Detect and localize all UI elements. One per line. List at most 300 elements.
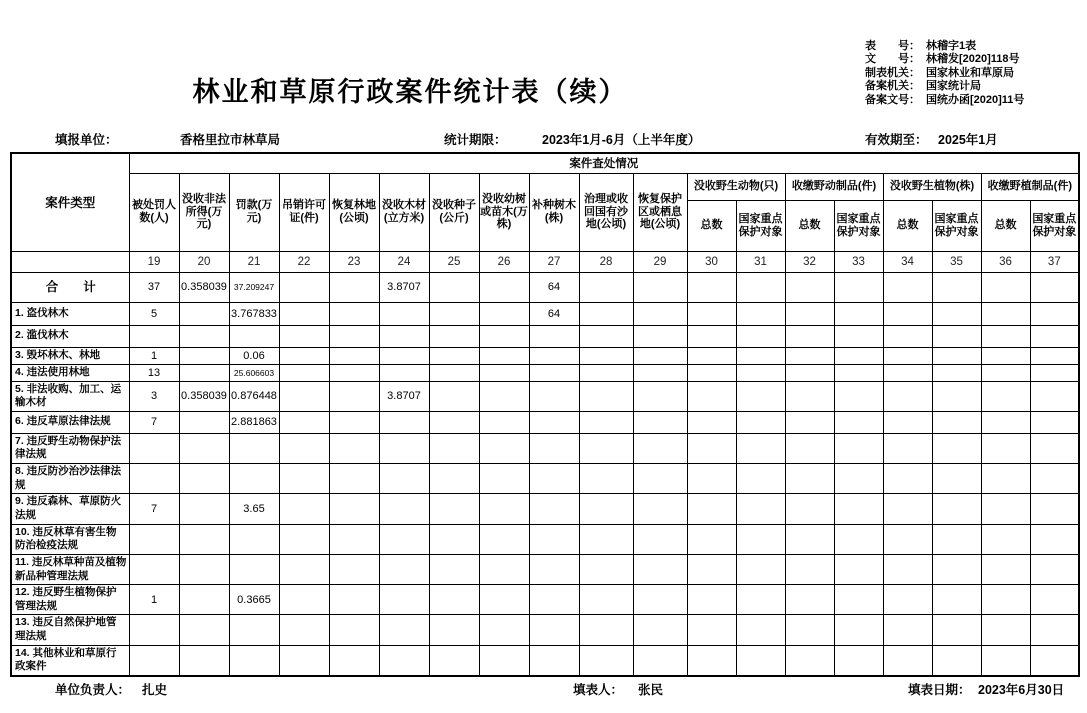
col-number-35: 35 [932,251,981,272]
value-cell-col-30 [687,302,736,325]
value-cell-col-33 [834,302,883,325]
meta-label: 备案机关： [865,80,920,93]
validity-value: 2025年1月 [938,133,998,147]
row-label: 8. 违反防沙治沙法律法规 [11,464,129,494]
row-label: 12. 违反野生植物保护管理法规 [11,585,129,615]
value-cell-col-24 [379,464,429,494]
value-cell-col-29 [633,364,687,381]
value-cell-col-29 [633,464,687,494]
value-cell-col-28 [579,272,633,302]
value-cell-col-31 [736,272,785,302]
value-cell-col-37 [1030,325,1079,347]
value-cell-col-27 [529,381,579,411]
value-cell-col-20 [179,411,229,433]
value-cell-col-30 [687,364,736,381]
value-cell-col-35 [932,524,981,554]
value-cell-col-37 [1030,524,1079,554]
value-cell-col-27 [529,645,579,676]
value-cell-col-29 [633,645,687,676]
value-cell-col-31 [736,585,785,615]
value-cell-col-31 [736,554,785,584]
value-cell-col-25 [429,302,479,325]
value-cell-col-20 [179,494,229,524]
value-cell-col-35 [932,364,981,381]
value-cell-col-22 [279,433,329,463]
value-cell-col-36 [981,347,1030,364]
value-cell-col-25 [429,272,479,302]
value-cell-col-29 [633,381,687,411]
value-cell-col-21: 0.06 [229,347,279,364]
value-cell-col-36 [981,645,1030,676]
corner-number-cell [11,251,129,272]
header-col-29: 恢复保护区或栖息地(公顷) [633,173,687,251]
value-cell-col-35 [932,494,981,524]
value-cell-col-27 [529,433,579,463]
value-cell-col-37 [1030,615,1079,645]
row-label: 7. 违反野生动物保护法律法规 [11,433,129,463]
value-cell-col-20: 0.358039 [179,381,229,411]
value-cell-col-25 [429,381,479,411]
value-cell-col-31 [736,302,785,325]
value-cell-col-28 [579,411,633,433]
value-cell-col-29 [633,347,687,364]
value-cell-col-20 [179,464,229,494]
value-cell-col-26 [479,585,529,615]
value-cell-col-33 [834,524,883,554]
value-cell-col-34 [883,494,932,524]
header-col-25: 没收种子(公斤) [429,173,479,251]
value-cell-col-36 [981,381,1030,411]
row-label: 6. 违反草原法律法规 [11,411,129,433]
value-cell-col-25 [429,347,479,364]
value-cell-col-20 [179,524,229,554]
value-cell-col-31 [736,347,785,364]
value-cell-col-33 [834,615,883,645]
value-cell-col-30 [687,411,736,433]
value-cell-col-27 [529,364,579,381]
value-cell-col-19: 37 [129,272,179,302]
value-cell-col-22 [279,494,329,524]
value-cell-col-20 [179,325,229,347]
value-cell-col-27 [529,524,579,554]
value-cell-col-25 [429,645,479,676]
reporting-unit-label: 填报单位： [55,133,118,147]
value-cell-col-34 [883,272,932,302]
value-cell-col-25 [429,524,479,554]
value-cell-col-27 [529,554,579,584]
value-cell-col-30 [687,494,736,524]
value-cell-col-23 [329,364,379,381]
value-cell-col-33 [834,325,883,347]
meta-label: 文 号： [865,53,920,66]
value-cell-col-24 [379,433,429,463]
value-cell-col-23 [329,411,379,433]
meta-line-issuer [865,67,1024,80]
value-cell-col-19 [129,433,179,463]
statistics-period-label: 统计期限： [444,133,507,147]
value-cell-col-19: 5 [129,302,179,325]
value-cell-col-31 [736,433,785,463]
value-cell-col-28 [579,494,633,524]
value-cell-col-22 [279,554,329,584]
header-col-24: 没收木材(立方米) [379,173,429,251]
value-cell-col-27 [529,585,579,615]
value-cell-col-33 [834,585,883,615]
header-col-21: 罚款(万元) [229,173,279,251]
col-number-26: 26 [479,251,529,272]
col-number-36: 36 [981,251,1030,272]
value-cell-col-31 [736,381,785,411]
value-cell-col-20 [179,554,229,584]
value-cell-col-29 [633,615,687,645]
fill-date-value: 2023年6月30日 [978,683,1065,697]
value-cell-col-27: 64 [529,272,579,302]
value-cell-col-24 [379,554,429,584]
value-cell-col-20 [179,433,229,463]
value-cell-col-30 [687,524,736,554]
row-label: 4. 违法使用林地 [11,364,129,381]
value-cell-col-19 [129,464,179,494]
value-cell-col-37 [1030,433,1079,463]
meta-line-record-org [865,80,1024,93]
value-cell-col-34 [883,364,932,381]
value-cell-col-26 [479,302,529,325]
table-row [11,494,1079,524]
value-cell-col-22 [279,325,329,347]
header-col-31: 国家重点保护对象 [736,200,785,251]
value-cell-col-32 [785,302,834,325]
value-cell-col-31 [736,645,785,676]
value-cell-col-37 [1030,464,1079,494]
value-cell-col-32 [785,325,834,347]
form-filler-value: 张民 [638,683,664,697]
value-cell-col-37 [1030,411,1079,433]
value-cell-col-35 [932,272,981,302]
header-group-2: 收缴野动制品(件) [785,173,883,200]
value-cell-col-24 [379,411,429,433]
value-cell-col-33 [834,381,883,411]
value-cell-col-35 [932,302,981,325]
value-cell-col-36 [981,302,1030,325]
value-cell-col-22 [279,464,329,494]
value-cell-col-30 [687,433,736,463]
value-cell-col-28 [579,464,633,494]
value-cell-col-19 [129,554,179,584]
statistics-table [10,152,1080,677]
value-cell-col-33 [834,464,883,494]
value-cell-col-21: 2.881863 [229,411,279,433]
value-cell-col-33 [834,494,883,524]
value-cell-col-28 [579,554,633,584]
value-cell-col-34 [883,347,932,364]
value-cell-col-30 [687,325,736,347]
value-cell-col-23 [329,524,379,554]
col-number-29: 29 [633,251,687,272]
value-cell-col-34 [883,585,932,615]
value-cell-col-34 [883,524,932,554]
value-cell-col-32 [785,494,834,524]
row-label: 1. 盗伐林木 [11,302,129,325]
value-cell-col-26 [479,325,529,347]
value-cell-col-22 [279,302,329,325]
value-cell-col-25 [429,464,479,494]
header-col-34: 总数 [883,200,932,251]
value-cell-col-19: 7 [129,494,179,524]
value-cell-col-35 [932,554,981,584]
value-cell-col-30 [687,645,736,676]
header-col-36: 总数 [981,200,1030,251]
value-cell-col-32 [785,464,834,494]
value-cell-col-19: 13 [129,364,179,381]
value-cell-col-31 [736,411,785,433]
value-cell-col-24 [379,325,429,347]
value-cell-col-36 [981,433,1030,463]
value-cell-col-32 [785,347,834,364]
table-header [11,153,1079,272]
page-title: 林业和草原行政案件统计表（续） [192,77,628,107]
value-cell-col-35 [932,615,981,645]
meta-line-doc-no [865,53,1024,66]
value-cell-col-28 [579,364,633,381]
header-col-30: 总数 [687,200,736,251]
col-number-32: 32 [785,251,834,272]
value-cell-col-37 [1030,302,1079,325]
table-row [11,381,1079,411]
value-cell-col-28 [579,645,633,676]
value-cell-col-29 [633,554,687,584]
value-cell-col-32 [785,381,834,411]
col-number-20: 20 [179,251,229,272]
value-cell-col-23 [329,302,379,325]
value-cell-col-26 [479,494,529,524]
header-group-4: 收缴野植制品(件) [981,173,1079,200]
value-cell-col-24: 3.8707 [379,272,429,302]
row-label: 2. 滥伐林木 [11,325,129,347]
value-cell-col-31 [736,615,785,645]
col-number-27: 27 [529,251,579,272]
col-number-22: 22 [279,251,329,272]
value-cell-col-19 [129,524,179,554]
value-cell-col-37 [1030,381,1079,411]
col-number-33: 33 [834,251,883,272]
value-cell-col-28 [579,347,633,364]
value-cell-col-24 [379,615,429,645]
value-cell-col-36 [981,464,1030,494]
value-cell-col-22 [279,381,329,411]
value-cell-col-36 [981,554,1030,584]
value-cell-col-24 [379,585,429,615]
value-cell-col-25 [429,615,479,645]
value-cell-col-20 [179,302,229,325]
col-number-37: 37 [1030,251,1079,272]
header-col-28: 治理或收回国有沙地(公顷) [579,173,633,251]
fill-date-label: 填表日期： [908,683,971,697]
value-cell-col-30 [687,381,736,411]
value-cell-col-33 [834,433,883,463]
meta-value: 林稽字1表 [926,40,977,52]
meta-value: 国家统计局 [926,80,981,93]
value-cell-col-31 [736,464,785,494]
value-cell-col-29 [633,494,687,524]
value-cell-col-22 [279,347,329,364]
value-cell-col-36 [981,411,1030,433]
value-cell-col-19: 1 [129,585,179,615]
value-cell-col-33 [834,554,883,584]
value-cell-col-37 [1030,272,1079,302]
value-cell-col-34 [883,554,932,584]
table-row [11,411,1079,433]
value-cell-col-19: 3 [129,381,179,411]
value-cell-col-25 [429,433,479,463]
value-cell-col-21 [229,615,279,645]
value-cell-col-32 [785,272,834,302]
value-cell-col-21: 37.209247 [229,272,279,302]
value-cell-col-22 [279,411,329,433]
table-body [11,272,1079,676]
meta-value: 林稽发[2020]118号 [926,53,1020,66]
value-cell-col-30 [687,554,736,584]
value-cell-col-22 [279,364,329,381]
statistics-period-value: 2023年1月-6月（上半年度） [542,133,701,147]
value-cell-col-33 [834,645,883,676]
value-cell-col-26 [479,433,529,463]
value-cell-col-26 [479,347,529,364]
value-cell-col-21 [229,554,279,584]
value-cell-col-23 [329,272,379,302]
value-cell-col-25 [429,325,479,347]
value-cell-col-23 [329,464,379,494]
value-cell-col-27 [529,411,579,433]
col-number-23: 23 [329,251,379,272]
value-cell-col-29 [633,524,687,554]
value-cell-col-34 [883,381,932,411]
value-cell-col-28 [579,302,633,325]
value-cell-col-24 [379,494,429,524]
row-label-total: 合 计 [11,272,129,302]
value-cell-col-21 [229,325,279,347]
value-cell-col-25 [429,554,479,584]
value-cell-col-23 [329,585,379,615]
value-cell-col-37 [1030,554,1079,584]
value-cell-col-37 [1030,585,1079,615]
row-label: 9. 违反森林、草原防火法规 [11,494,129,524]
value-cell-col-32 [785,411,834,433]
value-cell-col-36 [981,524,1030,554]
value-cell-col-22 [279,272,329,302]
form-filler-label: 填表人： [573,683,624,697]
value-cell-col-24 [379,364,429,381]
table-row [11,615,1079,645]
value-cell-col-25 [429,411,479,433]
value-cell-col-28 [579,585,633,615]
value-cell-col-19 [129,615,179,645]
value-cell-col-25 [429,364,479,381]
value-cell-col-34 [883,302,932,325]
unit-head-value: 扎史 [142,683,168,697]
row-label: 11. 违反林草种苗及植物新品种管理法规 [11,554,129,584]
value-cell-col-35 [932,381,981,411]
value-cell-col-20 [179,585,229,615]
value-cell-col-31 [736,494,785,524]
col-number-21: 21 [229,251,279,272]
value-cell-col-35 [932,411,981,433]
value-cell-col-33 [834,347,883,364]
value-cell-col-19 [129,325,179,347]
col-number-25: 25 [429,251,479,272]
value-cell-col-19 [129,645,179,676]
value-cell-col-27 [529,347,579,364]
value-cell-col-23 [329,494,379,524]
header-col-37: 国家重点保护对象 [1030,200,1079,251]
value-cell-col-31 [736,325,785,347]
value-cell-col-21: 25.606603 [229,364,279,381]
value-cell-col-34 [883,464,932,494]
value-cell-col-23 [329,645,379,676]
value-cell-col-32 [785,615,834,645]
row-label: 10. 违反林草有害生物防治检疫法规 [11,524,129,554]
value-cell-col-37 [1030,364,1079,381]
meta-label: 制表机关： [865,66,920,79]
value-cell-col-20: 0.358039 [179,272,229,302]
value-cell-col-36 [981,325,1030,347]
value-cell-col-35 [932,433,981,463]
value-cell-col-32 [785,524,834,554]
value-cell-col-35 [932,325,981,347]
value-cell-col-36 [981,585,1030,615]
value-cell-col-26 [479,464,529,494]
value-cell-col-19: 7 [129,411,179,433]
value-cell-col-28 [579,615,633,645]
value-cell-col-28 [579,524,633,554]
value-cell-col-25 [429,585,479,615]
value-cell-col-34 [883,325,932,347]
value-cell-col-36 [981,364,1030,381]
value-cell-col-26 [479,645,529,676]
value-cell-col-20 [179,645,229,676]
value-cell-col-27: 64 [529,302,579,325]
value-cell-col-22 [279,615,329,645]
col-number-28: 28 [579,251,633,272]
row-label: 14. 其他林业和草原行政案件 [11,645,129,676]
value-cell-col-27 [529,615,579,645]
value-cell-col-28 [579,325,633,347]
meta-label: 表 号： [865,40,920,52]
value-cell-col-33 [834,411,883,433]
header-col-20: 没收非法所得(万元) [179,173,229,251]
table-row [11,585,1079,615]
value-cell-col-29 [633,411,687,433]
col-number-24: 24 [379,251,429,272]
value-cell-col-24 [379,524,429,554]
value-cell-col-31 [736,364,785,381]
header-group-1: 没收野生动物(只) [687,173,785,200]
unit-head-label: 单位负责人： [55,683,131,697]
value-cell-col-29 [633,325,687,347]
value-cell-col-24: 3.8707 [379,381,429,411]
validity-label: 有效期至： [865,133,928,147]
value-cell-col-36 [981,494,1030,524]
row-label: 3. 毁坏林木、林地 [11,347,129,364]
value-cell-col-30 [687,615,736,645]
table-row [11,325,1079,347]
col-number-31: 31 [736,251,785,272]
col-number-34: 34 [883,251,932,272]
value-cell-col-23 [329,381,379,411]
col-number-19: 19 [129,251,179,272]
header-col-22: 吊销许可证(件) [279,173,329,251]
row-label: 5. 非法收购、加工、运输木材 [11,381,129,411]
value-cell-col-35 [932,464,981,494]
